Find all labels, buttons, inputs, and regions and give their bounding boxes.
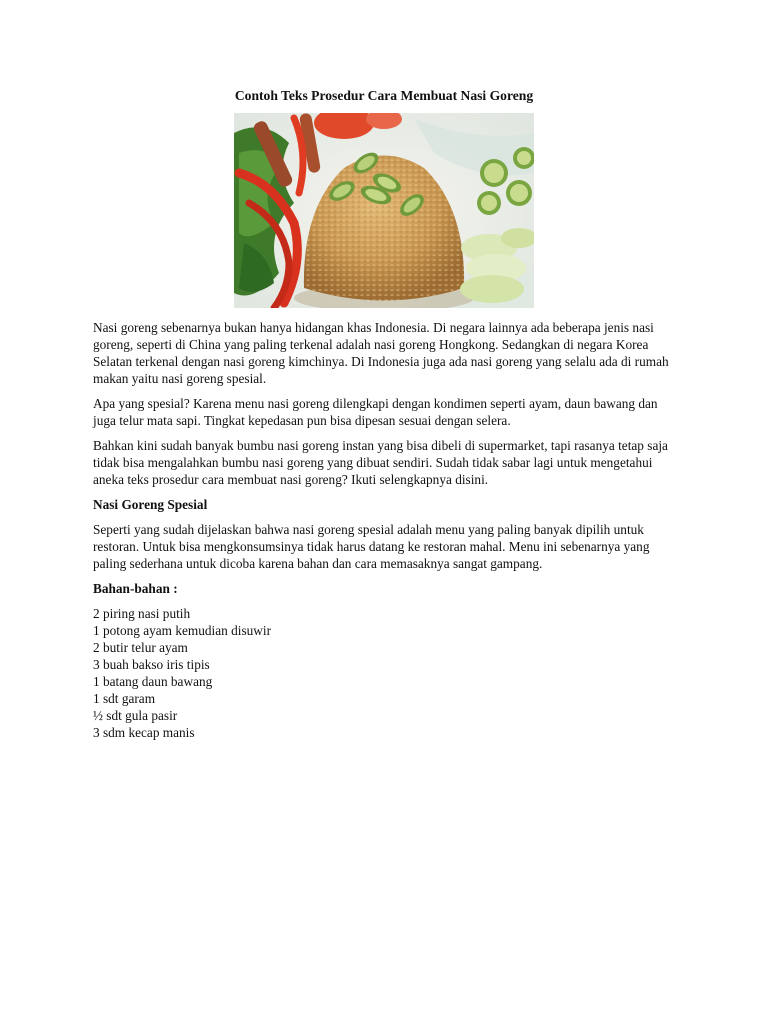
ingredient-item: 1 sdt garam <box>93 691 156 706</box>
intro-paragraph-1: Nasi goreng sebenarnya bukan hanya hidangan khas Indonesia. Di negara lainnya ada beberapa jenis nasi goreng, seperti di China yang paling terkenal adalah nasi goreng Hongkong. Sedangkan di negara Korea Selatan terkenal dengan nasi goreng kimchinya. Di Indonesia juga ada nasi goreng yang selalu ada di rumah makan yaitu nasi goreng spesial. <box>93 320 669 386</box>
ingredient-item: 1 batang daun bawang <box>93 674 213 689</box>
ingredient-item: ½ sdt gula pasir <box>93 708 178 723</box>
document-body <box>93 319 683 741</box>
intro-paragraph-2: Apa yang spesial? Karena menu nasi goreng dilengkapi dengan kondimen seperti ayam, daun bawang dan juga telur mata sapi. Tingkat kepedasan pun bisa dipesan sesuai dengan selera. <box>93 396 658 428</box>
ingredient-item: 3 buah bakso iris tipis <box>93 657 210 672</box>
intro-paragraph-3: Bahkan kini sudah banyak bumbu nasi goreng instan yang bisa dibeli di supermarket, tapi rasanya tetap saja tidak bisa mengalahkan bumbu nasi goreng yang dibuat sendiri. Sudah tidak sabar lagi untuk mengetahui aneka teks prosedur cara membuat nasi goreng? Ikuti selengkapnya disini. <box>93 438 668 487</box>
ingredient-item: 2 piring nasi putih <box>93 606 191 621</box>
ingredients-heading: Bahan-bahan : <box>93 581 178 596</box>
ingredients-list <box>93 605 683 741</box>
ingredient-item: 2 butir telur ayam <box>93 640 188 655</box>
section-paragraph: Seperti yang sudah dijelaskan bahwa nasi goreng spesial adalah menu yang paling banyak dipilih untuk restoran. Untuk bisa mengkonsumsinya tidak harus datang ke restoran mahal. Menu ini sebenarnya yang paling sederhana untuk dicoba karena bahan dan cara memasaknya sangat gampang. <box>93 522 650 571</box>
ingredient-item: 3 sdm kecap manis <box>93 725 195 740</box>
ingredient-item: 1 potong ayam kemudian disuwir <box>93 623 272 638</box>
section-heading: Nasi Goreng Spesial <box>93 497 208 512</box>
nasi-goreng-illustration <box>234 113 534 308</box>
nasi-goreng-photo <box>234 113 534 308</box>
document-title: Contoh Teks Prosedur Cara Membuat Nasi Goreng <box>234 88 534 103</box>
